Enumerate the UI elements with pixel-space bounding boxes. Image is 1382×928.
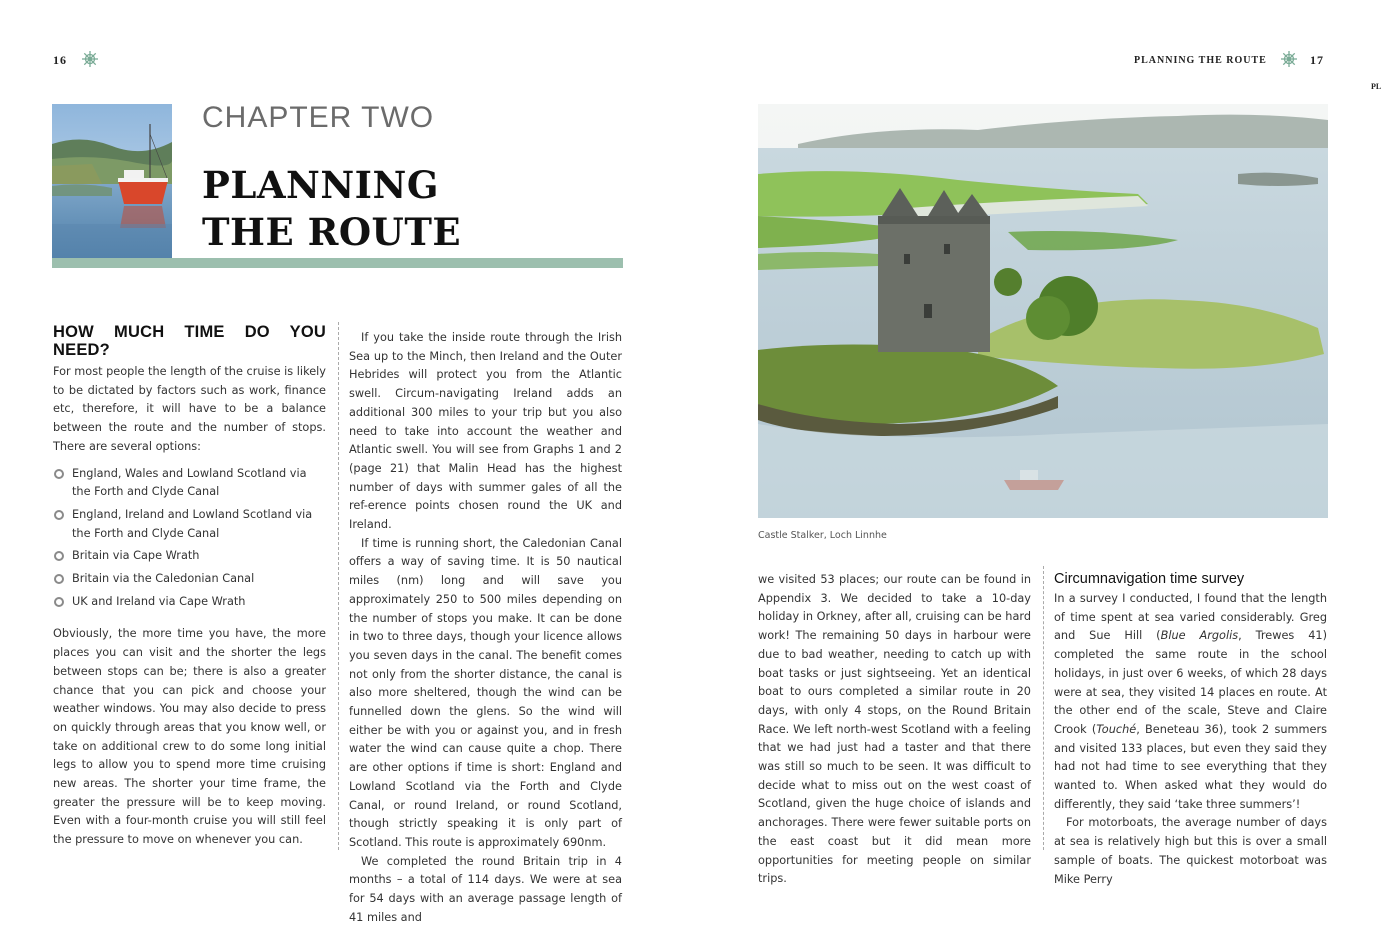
chapter-rule xyxy=(52,258,623,268)
completed-paragraph: We completed the round Britain trip in 4 months – a total of 114 days. We were at sea for 54 days with an average passage length of 41 miles and xyxy=(349,854,622,924)
visited-paragraph: we visited 53 places; our route can be found in Appendix 3. We decided to take a 10-day holiday in Orkney, after all, cruising can be hard work! The remaining 50 days in harbour were due to bad weather, needing to catch up with boat tasks or just sightseeing. Yet an identical boat to ours completed a similar route in 20 days, with only 4 stops, on the Round Britain Race. We left north-west Scotland with a feeling that we had just had a taster and that there was still so much to be seen. It was difficult to decide what to miss out on the west coast of Scotland, given the huge choice of islands and anchorages. There were fewer suitable ports on the east coast but it did mean more opportunities for meeting people on similar trips. xyxy=(758,573,1031,886)
circle-bullet-icon xyxy=(54,597,64,607)
right-column-a xyxy=(758,571,1031,889)
boat-name: Touché xyxy=(1096,722,1137,736)
ship-wheel-icon xyxy=(1280,50,1298,68)
intro-paragraph: For most people the length of the cruise is likely to be dictated by factors such as work, finance etc, therefore, it will have to be a balance between the route and the number of stops. There are several options: xyxy=(53,365,326,453)
circle-bullet-icon xyxy=(54,469,64,479)
caledonian-paragraph: If time is running short, the Caledonian Canal offers a way of saving time. It is 50 nautical miles (nm) long and will save you approximately 250 to 500 miles depending on the number of stops you make. It can be done in two to three days, though your licence allows you seven days in the canal. The benefit comes not only from the shorter distance, the canal is also more sheltered, though the wind can be funnelled down the glens. So the wind will either be with you or against you, and in fresh water the wind can cause quite a chop. There are other options if time is short: England and Lowland Scotland via the Forth and Clyde Canal, or round Ireland, or round Scotland, though strictly speaking it is only part of Scotland. This route is approximately 690nm. xyxy=(349,536,622,849)
boat-harbour-photo xyxy=(52,104,172,258)
photo-caption: Castle Stalker, Loch Linnhe xyxy=(758,530,887,541)
list-item: Britain via Cape Wrath xyxy=(53,547,326,566)
boat-name: Blue Argolis xyxy=(1160,629,1239,643)
chapter-title xyxy=(202,162,461,256)
circle-bullet-icon xyxy=(54,574,64,584)
column-divider xyxy=(338,322,339,850)
survey-heading: Circumnavigation time survey xyxy=(1054,571,1245,587)
obviously-paragraph: Obviously, the more time you have, the more places you can visit and the shorter the legs between stops can be; there is also a greater chance that you can pick and choose your weather windows. You may also decide to press on quickly through areas that you know well, or take on additional crew to do some long initial legs to allow you to spend more time cruising new areas. The shorter your time frame, the greater the pressure will be to keep moving. Even with a four-month cruise you will still feel the pressure to move on whenever you can. xyxy=(53,627,326,847)
options-list xyxy=(53,465,326,612)
page-number-left: 16 xyxy=(53,53,67,67)
list-item: Britain via the Caledonian Canal xyxy=(53,570,326,589)
chapter-title-line2: THE ROUTE xyxy=(202,210,462,254)
left-column xyxy=(53,323,326,850)
survey-paragraph-1: In a survey I conducted, I found that the length of time spent at sea varied considerably. Greg and Sue Hill (Blue Argolis, Trewes 41) completed the same route in the school holidays, in just over 6 weeks, of which 28 days were at sea, they visited 14 places en route. At the other end of the scale, Steve and Claire Crook (Touché, Beneteau 36), took 2 summers and visited 133 places, but even they said they had not had time to see everything that they wanted to. When asked what they would do differently, they said ‘take three summers’! xyxy=(1054,592,1327,811)
chapter-label: CHAPTER TWO xyxy=(202,101,435,134)
ship-wheel-icon xyxy=(81,50,99,68)
circle-bullet-icon xyxy=(54,551,64,561)
list-item: England, Ireland and Lowland Scotland via the Forth and Clyde Canal xyxy=(53,506,326,543)
list-item: UK and Ireland via Cape Wrath xyxy=(53,593,326,612)
middle-column xyxy=(349,329,622,928)
inside-route-paragraph: If you take the inside route through the Irish Sea up to the Minch, then Ireland and the Outer Hebrides will protect you from the Atlantic swell. Circum-navigating Ireland adds an additional 300 miles to your trip but you also need to take into account the weather and Atlantic swell. You will see from Graphs 1 and 2 (page 21) that Malin Head has the highest number of days with summer gales of all the ref-erence points chosen round the UK and Ireland. xyxy=(349,331,622,532)
running-head: PLANNING THE ROUTE xyxy=(1134,55,1267,66)
castle-stalker-photo xyxy=(758,104,1328,518)
section-heading: HOW MUCH TIME DO YOU NEED? xyxy=(53,323,326,359)
column-divider xyxy=(1043,566,1044,850)
page-number-right: 17 xyxy=(1310,53,1324,67)
right-column-b xyxy=(1054,570,1327,889)
edge-tab: PL xyxy=(1371,82,1382,91)
circle-bullet-icon xyxy=(54,510,64,520)
chapter-title-line1: PLANNING xyxy=(202,163,439,207)
survey-paragraph-2: For motorboats, the average number of days at sea is relatively high but this is over a small sample of boats. The quickest motorboat was Mike Perry xyxy=(1054,816,1327,886)
list-item: England, Wales and Lowland Scotland via the Forth and Clyde Canal xyxy=(53,465,326,502)
